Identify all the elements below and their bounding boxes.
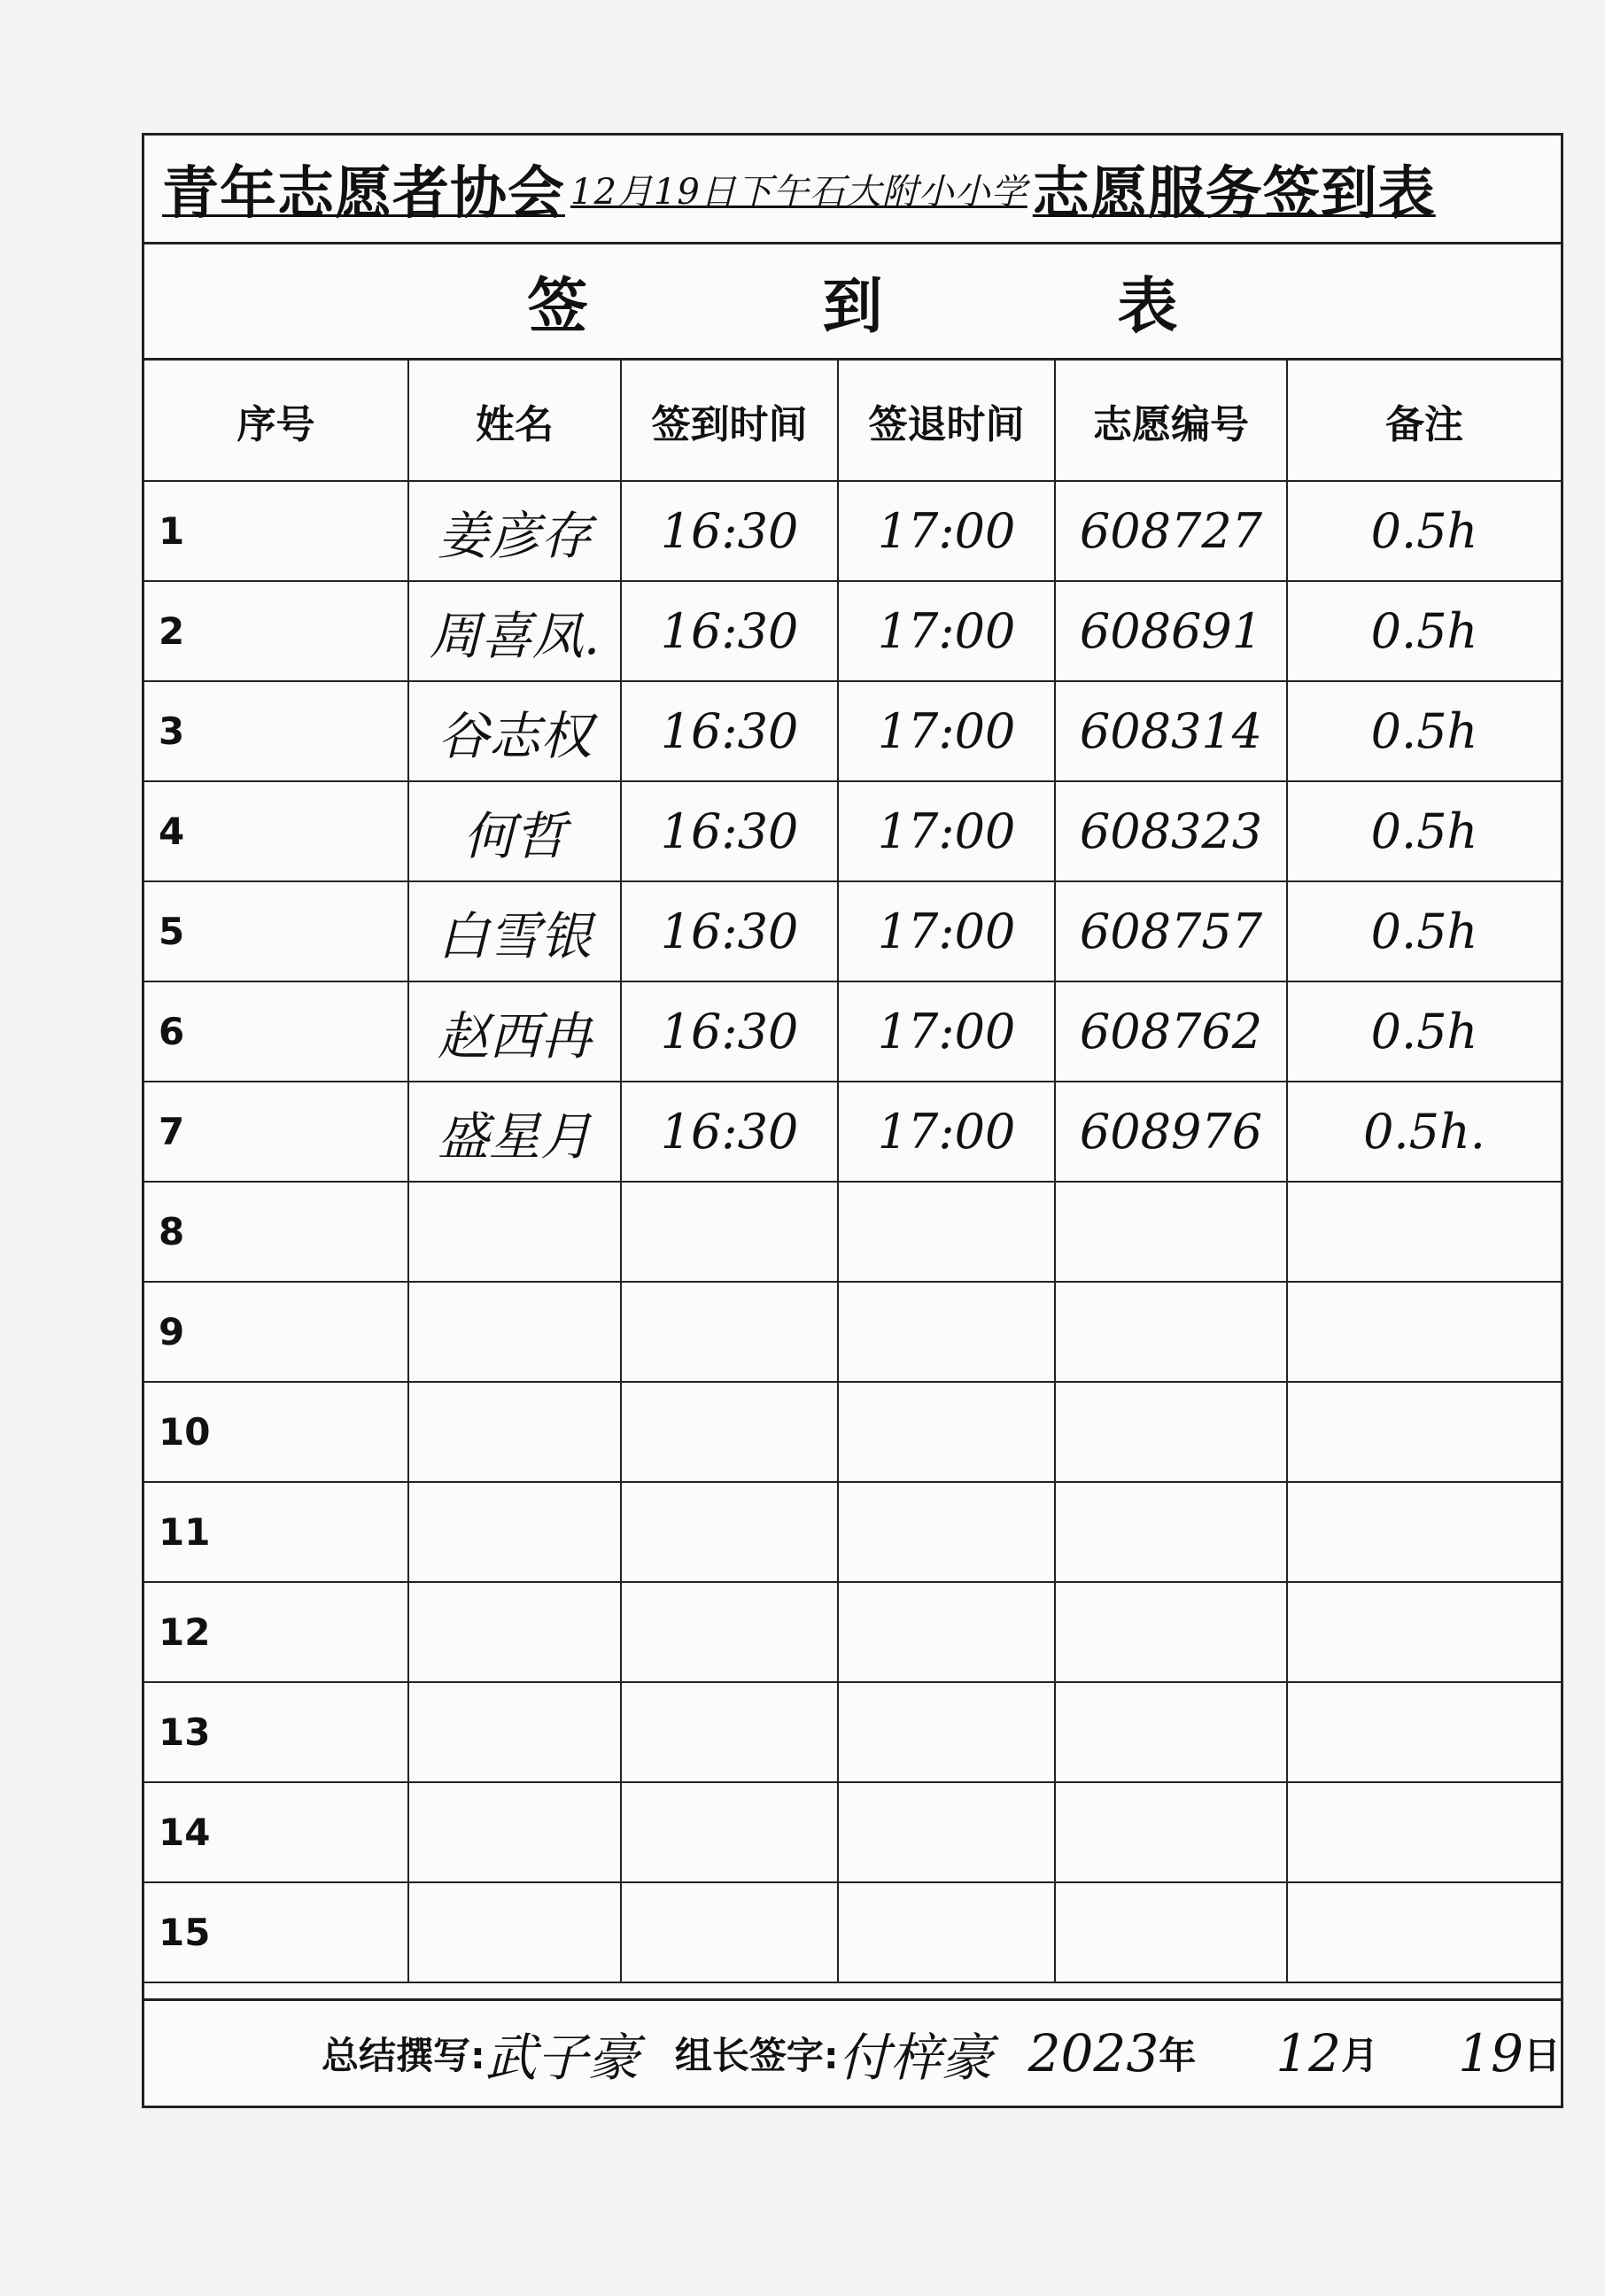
- volunteer-name: 赵西冉: [408, 981, 621, 1082]
- table-row: [144, 481, 1561, 581]
- volunteer-name: 周喜凤.: [408, 581, 621, 681]
- table-row: [144, 1082, 1561, 1182]
- row-number: 9: [144, 1282, 408, 1382]
- remark: [1287, 1482, 1561, 1582]
- remark: [1287, 1282, 1561, 1382]
- title-suffix: 志愿服务签到表: [1032, 161, 1436, 227]
- sign-out-time: [838, 1282, 1055, 1382]
- header-volunteer-id: 志愿编号: [1055, 361, 1287, 481]
- table-row: [144, 581, 1561, 681]
- remark: [1287, 1682, 1561, 1782]
- date-year-label: 年: [1159, 2034, 1197, 2077]
- subtitle-char: 表: [1117, 271, 1178, 342]
- row-number: 15: [144, 1882, 408, 1982]
- table-row: [144, 781, 1561, 881]
- row-number: 3: [144, 681, 408, 781]
- sign-in-time: [621, 1482, 838, 1582]
- volunteer-id: 608323: [1055, 781, 1287, 881]
- remark: [1287, 1882, 1561, 1982]
- volunteer-name: 何哲: [408, 781, 621, 881]
- table-row: [144, 681, 1561, 781]
- table-body: [144, 481, 1561, 1982]
- subtitle-char: 签: [527, 271, 588, 342]
- sign-out-time: [838, 1382, 1055, 1482]
- date-year: 2023: [1027, 2023, 1159, 2083]
- date-day: 19: [1458, 2023, 1524, 2083]
- remark: 0.5h.: [1287, 1082, 1561, 1182]
- table-row: [144, 1582, 1561, 1682]
- remark: 0.5h: [1287, 881, 1561, 981]
- subtitle-char: 到: [822, 271, 883, 342]
- row-number: 14: [144, 1782, 408, 1882]
- sign-in-time: 16:30: [621, 1082, 838, 1182]
- volunteer-id: [1055, 1382, 1287, 1482]
- table-row: [144, 1682, 1561, 1782]
- volunteer-id: [1055, 1282, 1287, 1382]
- sign-in-time: [621, 1882, 838, 1982]
- volunteer-name: [408, 1582, 621, 1682]
- date-month: 12: [1275, 2023, 1342, 2083]
- row-number: 12: [144, 1582, 408, 1682]
- sign-out-time: [838, 1182, 1055, 1282]
- table-header-row: [144, 361, 1561, 481]
- table-row: [144, 1482, 1561, 1582]
- sign-in-time: 16:30: [621, 981, 838, 1082]
- sign-in-time: [621, 1382, 838, 1482]
- row-number: 10: [144, 1382, 408, 1482]
- table-row: [144, 981, 1561, 1082]
- volunteer-name: 姜彦存: [408, 481, 621, 581]
- sign-out-time: 17:00: [838, 881, 1055, 981]
- header-name: 姓名: [408, 361, 621, 481]
- remark: 0.5h: [1287, 581, 1561, 681]
- table-row: [144, 1382, 1561, 1482]
- volunteer-id: [1055, 1782, 1287, 1882]
- remark: [1287, 1782, 1561, 1882]
- volunteer-name: 白雪银: [408, 881, 621, 981]
- volunteer-id: 608314: [1055, 681, 1287, 781]
- sign-in-time: 16:30: [621, 681, 838, 781]
- table-row: [144, 1282, 1561, 1382]
- row-number: 6: [144, 981, 408, 1082]
- volunteer-name: [408, 1782, 621, 1882]
- sign-in-time: 16:30: [621, 581, 838, 681]
- sign-out-time: 17:00: [838, 481, 1055, 581]
- sign-in-time: 16:30: [621, 481, 838, 581]
- remark: [1287, 1382, 1561, 1482]
- volunteer-id: [1055, 1682, 1287, 1782]
- sign-out-time: 17:00: [838, 681, 1055, 781]
- header-number: 序号: [144, 361, 408, 481]
- remark: [1287, 1182, 1561, 1282]
- sign-in-time: 16:30: [621, 881, 838, 981]
- table-row: [144, 881, 1561, 981]
- volunteer-name: [408, 1282, 621, 1382]
- volunteer-name: [408, 1682, 621, 1782]
- sign-out-time: 17:00: [838, 981, 1055, 1082]
- sheet-title: [144, 136, 1561, 244]
- volunteer-name: [408, 1382, 621, 1482]
- remark: [1287, 1582, 1561, 1682]
- volunteer-id: 608762: [1055, 981, 1287, 1082]
- volunteer-name: 谷志权: [408, 681, 621, 781]
- volunteer-id: [1055, 1582, 1287, 1682]
- header-sign-in-time: 签到时间: [621, 361, 838, 481]
- row-number: 4: [144, 781, 408, 881]
- sign-out-time: [838, 1482, 1055, 1582]
- sign-out-time: 17:00: [838, 1082, 1055, 1182]
- summary-label: 总结撰写:: [322, 2034, 485, 2077]
- volunteer-id: 608976: [1055, 1082, 1287, 1182]
- volunteer-id: [1055, 1882, 1287, 1982]
- volunteer-id: [1055, 1182, 1287, 1282]
- date-month-label: 月: [1341, 2034, 1379, 2077]
- remark: 0.5h: [1287, 981, 1561, 1082]
- sign-in-table: [144, 361, 1561, 1983]
- title-handwritten-event: 12月19日下午石大附小小学: [570, 171, 1027, 213]
- volunteer-name: [408, 1882, 621, 1982]
- remark: 0.5h: [1287, 481, 1561, 581]
- row-number: 8: [144, 1182, 408, 1282]
- sign-in-time: [621, 1282, 838, 1382]
- sign-out-time: [838, 1582, 1055, 1682]
- summary-signature: 武子豪: [485, 2028, 640, 2088]
- table-row: [144, 1882, 1561, 1982]
- volunteer-id: 608727: [1055, 481, 1287, 581]
- sheet-footer: [144, 1998, 1561, 2106]
- row-number: 1: [144, 481, 408, 581]
- remark: 0.5h: [1287, 781, 1561, 881]
- header-sign-out-time: 签退时间: [838, 361, 1055, 481]
- volunteer-id: 608757: [1055, 881, 1287, 981]
- leader-label: 组长签字:: [674, 2034, 839, 2077]
- volunteer-name: [408, 1182, 621, 1282]
- sign-in-sheet: [142, 133, 1563, 2108]
- row-number: 5: [144, 881, 408, 981]
- sign-out-time: [838, 1782, 1055, 1882]
- sign-out-time: 17:00: [838, 581, 1055, 681]
- row-number: 13: [144, 1682, 408, 1782]
- sign-out-time: 17:00: [838, 781, 1055, 881]
- volunteer-name: 盛星月: [408, 1082, 621, 1182]
- row-number: 2: [144, 581, 408, 681]
- sign-in-time: [621, 1582, 838, 1682]
- sign-out-time: [838, 1882, 1055, 1982]
- header-remarks: 备注: [1287, 361, 1561, 481]
- row-number: 7: [144, 1082, 408, 1182]
- sign-in-time: [621, 1182, 838, 1282]
- sign-in-time: 16:30: [621, 781, 838, 881]
- remark: 0.5h: [1287, 681, 1561, 781]
- volunteer-id: [1055, 1482, 1287, 1582]
- table-row: [144, 1782, 1561, 1882]
- volunteer-name: [408, 1482, 621, 1582]
- title-prefix: 青年志愿者协会: [162, 161, 565, 227]
- table-row: [144, 1182, 1561, 1282]
- sheet-subtitle: [144, 244, 1561, 361]
- sign-in-time: [621, 1782, 838, 1882]
- row-number: 11: [144, 1482, 408, 1582]
- date-day-label: 日: [1523, 2034, 1561, 2077]
- volunteer-id: 608691: [1055, 581, 1287, 681]
- sign-out-time: [838, 1682, 1055, 1782]
- sign-in-time: [621, 1682, 838, 1782]
- leader-signature: 付梓豪: [838, 2028, 993, 2088]
